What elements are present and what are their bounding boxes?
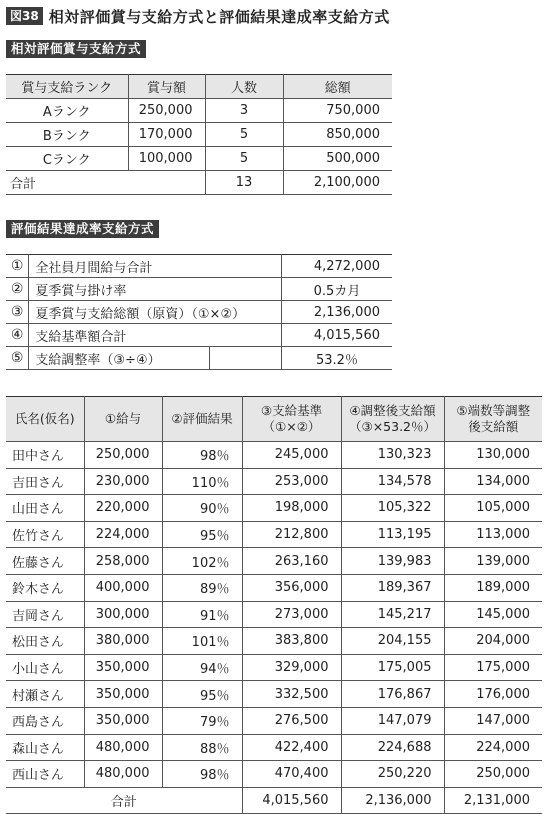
adjusted-cell: 250,220 [341,761,444,788]
item-value: 53.2％ [281,347,392,370]
header-line: 後支給額 [468,419,519,434]
salary-cell: 224,000 [84,521,162,548]
salary-cell: 300,000 [84,601,162,628]
table-row [6,707,542,734]
table-row [6,442,542,469]
column-header [444,397,542,442]
salary-cell: 258,000 [84,548,162,575]
final-cell: 147,000 [444,707,542,734]
evaluation-cell: 89％ [162,574,242,601]
name-cell: 村瀬さん [6,681,84,708]
table-row [6,548,542,575]
total-cell: 850,000 [283,123,392,147]
table-row [6,301,392,324]
name-cell: 佐藤さん [6,548,84,575]
base-cell: 4,015,560 [242,787,341,814]
table-row [6,255,392,278]
empty-cell [209,347,281,370]
final-cell: 139,000 [444,548,542,575]
name-cell: 小山さん [6,654,84,681]
table-row [6,147,392,171]
bonus-calculation-table [6,396,542,814]
table-row [6,468,542,495]
salary-cell: 220,000 [84,495,162,522]
evaluation-cell: 98％ [162,442,242,469]
item-number: ④ [6,324,29,347]
table-header-row [6,397,542,442]
header-line: ④調整後支給額 [349,403,436,418]
count-cell: 5 [205,147,283,171]
name-cell: 西山さん [6,761,84,788]
item-number: ② [6,278,29,301]
item-value: 4,015,560 [281,324,392,347]
total-label: 合計 [6,787,242,814]
name-cell: 森山さん [6,734,84,761]
adjusted-cell: 113,195 [341,521,444,548]
total-cell: 500,000 [283,147,392,171]
salary-cell: 480,000 [84,761,162,788]
total-label: 合計 [6,171,205,195]
final-cell: 189,000 [444,574,542,601]
evaluation-cell: 98％ [162,761,242,788]
final-cell: 204,000 [444,628,542,655]
base-cell: 245,000 [242,442,341,469]
header-line: ⑤端数等調整 [456,403,531,418]
rank-cell: Cランク [6,147,128,171]
base-cell: 212,800 [242,521,341,548]
adjusted-cell: 147,079 [341,707,444,734]
item-number: ③ [6,301,29,324]
table-row [6,681,542,708]
header-line: ②評価結果 [171,411,233,426]
table-row [6,123,392,147]
item-number: ⑤ [6,347,29,370]
evaluation-cell: 102％ [162,548,242,575]
adjusted-cell: 2,136,000 [341,787,444,814]
header-line: ①給与 [104,411,142,426]
salary-cell: 230,000 [84,468,162,495]
header-line: （③×53.2％） [348,419,436,434]
adjusted-cell: 145,217 [341,601,444,628]
total-cell: 2,100,000 [283,171,392,195]
name-cell: 佐竹さん [6,521,84,548]
adjusted-cell: 176,867 [341,681,444,708]
evaluation-cell: 94％ [162,654,242,681]
salary-cell: 350,000 [84,707,162,734]
evaluation-cell: 101％ [162,628,242,655]
figure-badge: 図38 [6,7,43,25]
total-cell: 750,000 [283,99,392,123]
evaluation-cell: 91％ [162,601,242,628]
name-cell: 吉岡さん [6,601,84,628]
item-description: 夏季賞与支給総額（原資）（①×②） [29,301,282,324]
item-description: 支給基準額合計 [29,324,282,347]
salary-cell: 350,000 [84,681,162,708]
base-cell: 470,400 [242,761,341,788]
final-cell: 113,000 [444,521,542,548]
final-cell: 134,000 [444,468,542,495]
name-cell: 山田さん [6,495,84,522]
item-description: 全社員月間給与合計 [29,255,282,278]
table-row [6,574,542,601]
base-cell: 332,500 [242,681,341,708]
table-row [6,654,542,681]
item-value: 0.5カ月 [281,278,392,301]
item-value: 2,136,000 [281,301,392,324]
table-row [6,734,542,761]
base-cell: 253,000 [242,468,341,495]
column-header [6,397,84,442]
figure-title [6,6,390,26]
item-description: 支給調整率（③÷④） [29,347,209,370]
base-cell: 383,800 [242,628,341,655]
table-row [6,521,542,548]
table-row [6,99,392,123]
header-line: （①×②） [262,419,321,434]
final-cell: 105,000 [444,495,542,522]
adjusted-cell: 139,983 [341,548,444,575]
column-header [242,397,341,442]
table-row [6,628,542,655]
bonus-cell: 250,000 [128,99,205,123]
page-title: 相対評価賞与支給方式と評価結果達成率支給方式 [48,7,390,26]
table-header-row [6,75,392,99]
count-cell: 5 [205,123,283,147]
adjusted-cell: 130,323 [341,442,444,469]
salary-cell: 480,000 [84,734,162,761]
evaluation-cell: 95％ [162,681,242,708]
section-label-achievement: 評価結果達成率支給方式 [6,220,159,238]
header-line: ③支給基準 [260,403,323,418]
evaluation-cell: 90％ [162,495,242,522]
adjusted-cell: 204,155 [341,628,444,655]
table-row [6,324,392,347]
evaluation-cell: 110％ [162,468,242,495]
table-row [6,601,542,628]
column-header [341,397,444,442]
name-cell: 鈴木さん [6,574,84,601]
evaluation-cell: 79％ [162,707,242,734]
final-cell: 224,000 [444,734,542,761]
base-cell: 263,160 [242,548,341,575]
item-description: 夏季賞与掛け率 [29,278,282,301]
adjusted-cell: 105,322 [341,495,444,522]
header-line: 氏名(仮名) [14,411,75,426]
item-value: 4,272,000 [281,255,392,278]
name-cell: 松田さん [6,628,84,655]
count-cell: 3 [205,99,283,123]
column-header: 人数 [205,75,283,99]
salary-cell: 350,000 [84,654,162,681]
table-row [6,278,392,301]
final-cell: 250,000 [444,761,542,788]
name-cell: 吉田さん [6,468,84,495]
section-label-relative: 相対評価賞与支給方式 [6,40,146,58]
table-row [6,347,392,370]
item-number: ① [6,255,29,278]
rank-cell: Bランク [6,123,128,147]
table-row [6,495,542,522]
adjusted-cell: 134,578 [341,468,444,495]
evaluation-cell: 88％ [162,734,242,761]
base-cell: 329,000 [242,654,341,681]
bonus-cell: 100,000 [128,147,205,171]
column-header [84,397,162,442]
evaluation-cell: 95％ [162,521,242,548]
adjusted-cell: 224,688 [341,734,444,761]
salary-cell: 400,000 [84,574,162,601]
adjusted-cell: 175,005 [341,654,444,681]
achievement-rate-table [6,254,392,370]
bonus-cell: 170,000 [128,123,205,147]
salary-cell: 380,000 [84,628,162,655]
name-cell: 田中さん [6,442,84,469]
name-cell: 西島さん [6,707,84,734]
total-row [6,171,392,195]
final-cell: 130,000 [444,442,542,469]
adjusted-cell: 189,367 [341,574,444,601]
column-header: 賞与支給ランク [6,75,128,99]
salary-cell: 250,000 [84,442,162,469]
column-header: 総額 [283,75,392,99]
final-cell: 2,131,000 [444,787,542,814]
base-cell: 422,400 [242,734,341,761]
base-cell: 273,000 [242,601,341,628]
relative-bonus-table [6,74,392,195]
base-cell: 198,000 [242,495,341,522]
final-cell: 176,000 [444,681,542,708]
rank-cell: Aランク [6,99,128,123]
count-cell: 13 [205,171,283,195]
table-row [6,761,542,788]
base-cell: 356,000 [242,574,341,601]
final-cell: 145,000 [444,601,542,628]
base-cell: 276,500 [242,707,341,734]
total-row [6,787,542,814]
column-header [162,397,242,442]
column-header: 賞与額 [128,75,205,99]
final-cell: 175,000 [444,654,542,681]
